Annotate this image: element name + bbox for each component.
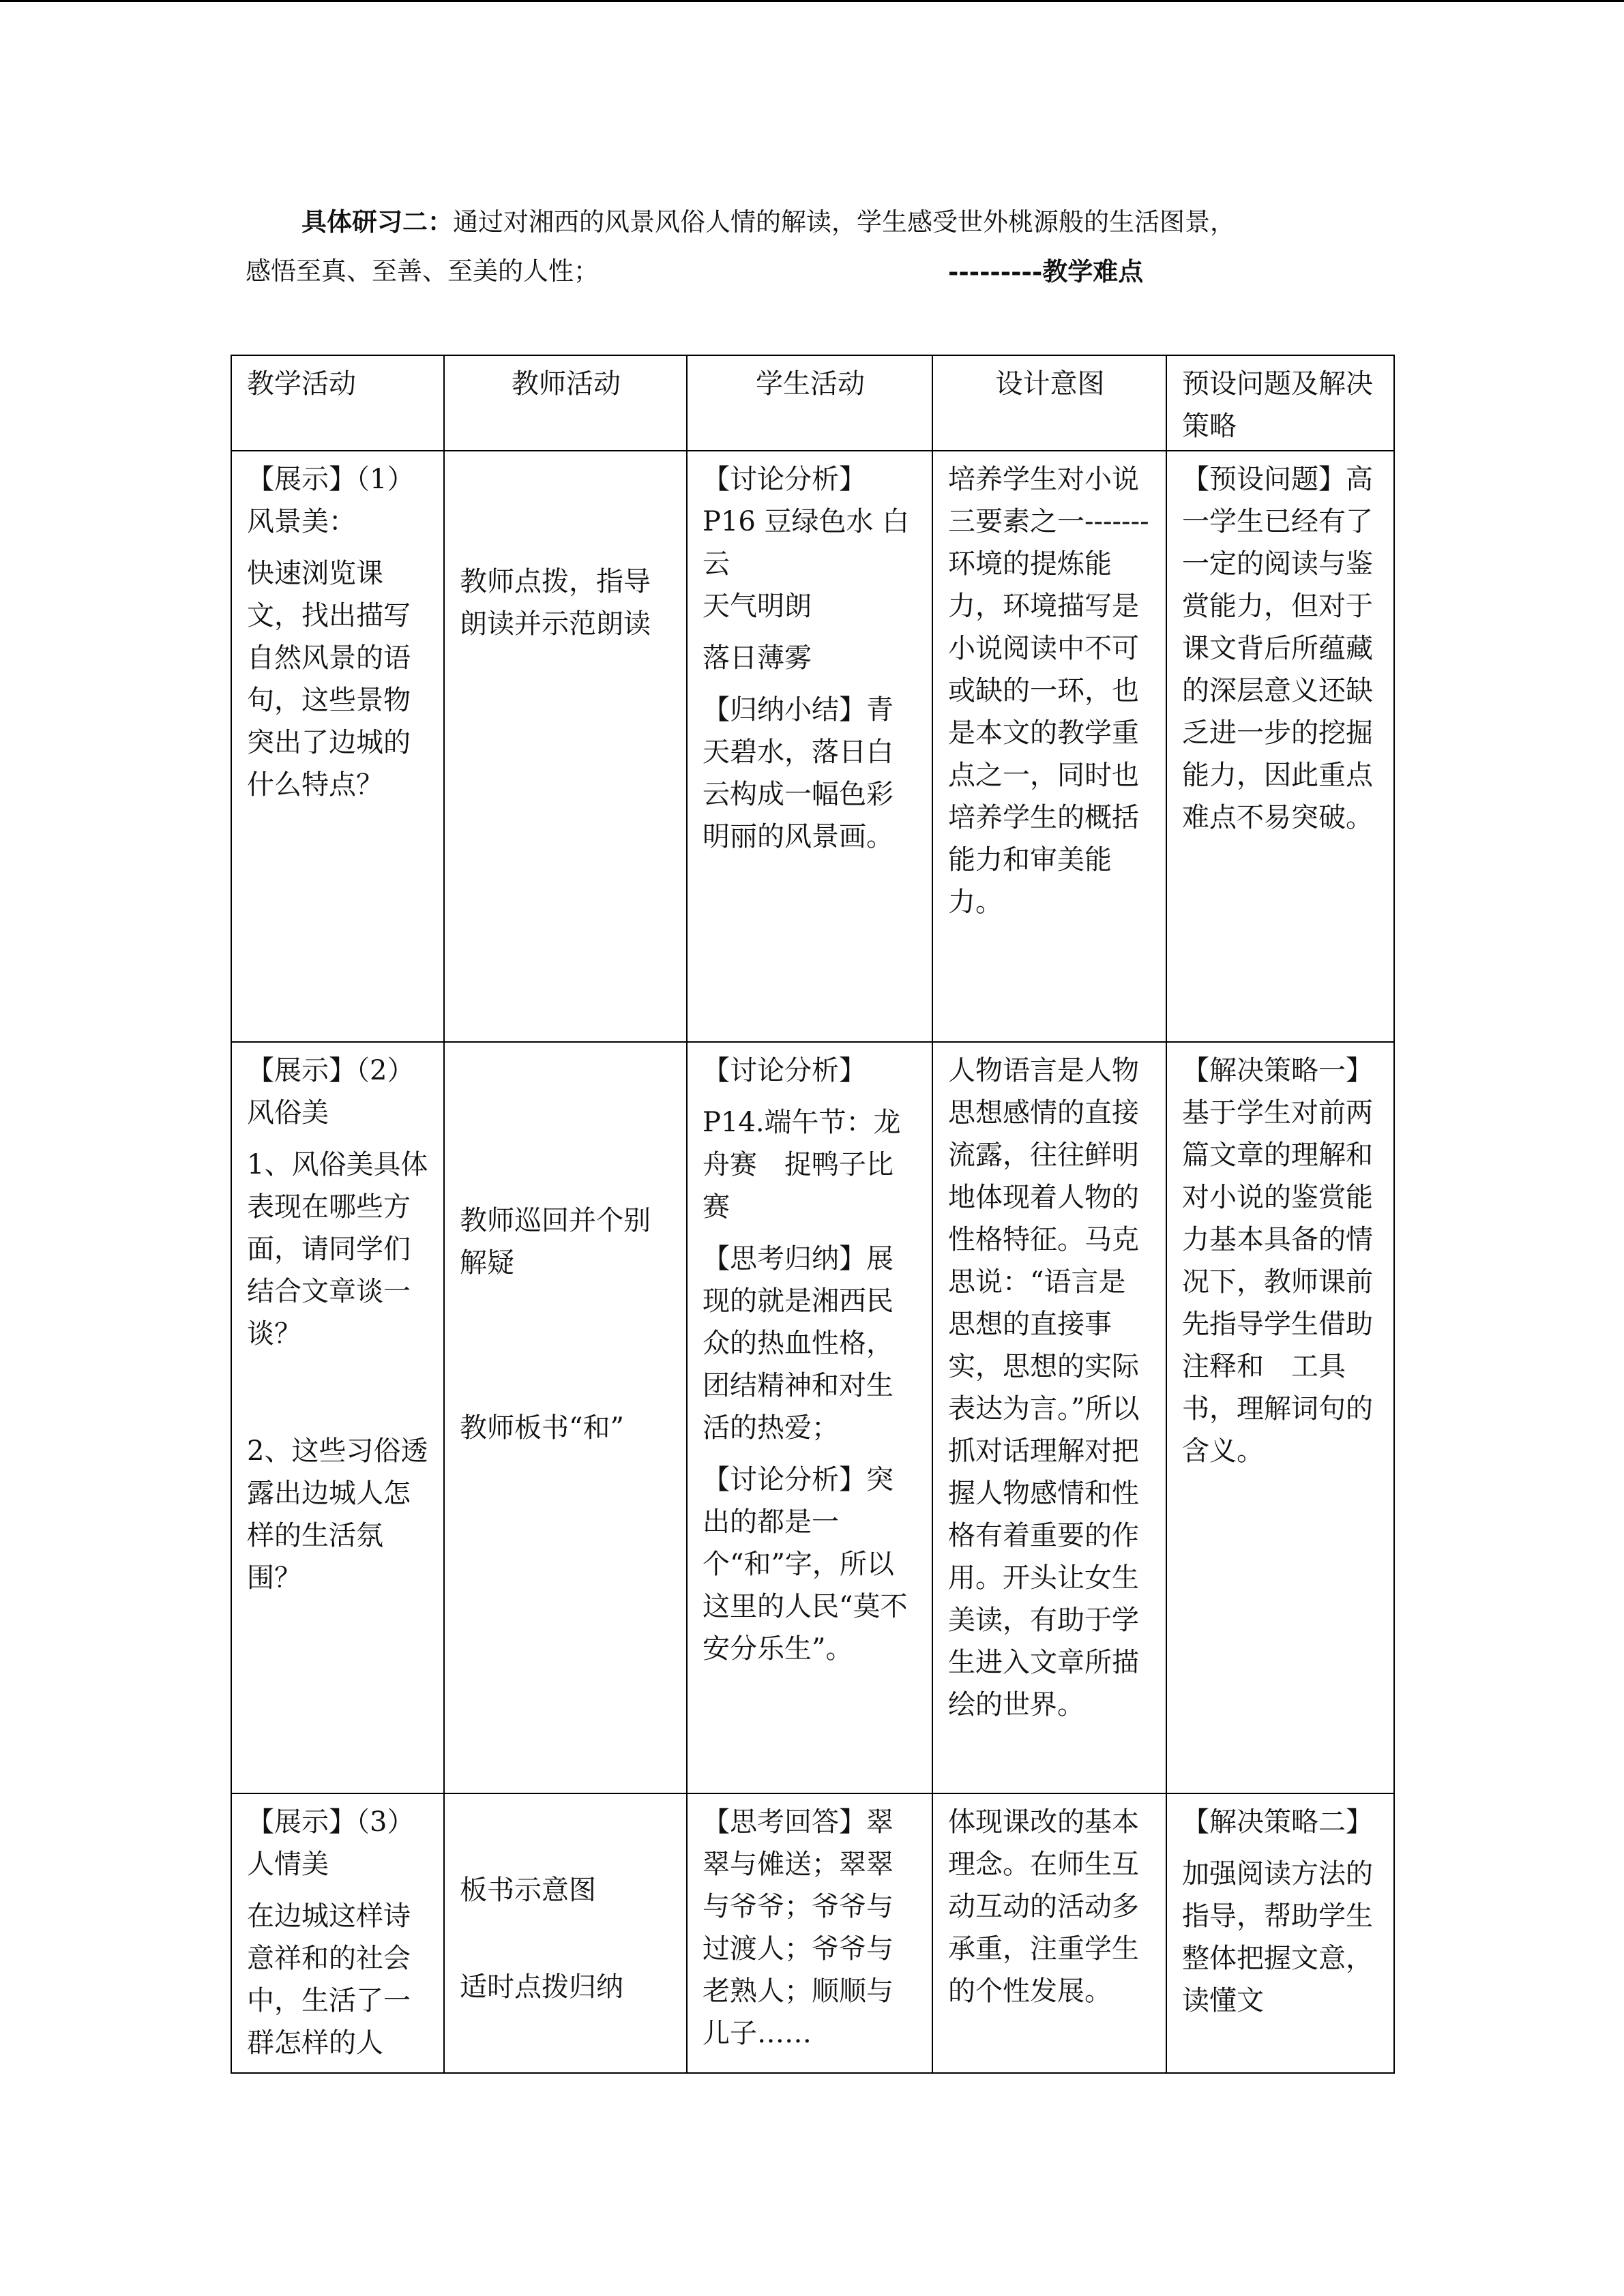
intro-line-2-text: 感悟至真、至善、至美的人性；	[246, 256, 599, 286]
strategy-cell	[1166, 451, 1394, 1042]
activity-title: 【展示】（2）风俗美	[247, 1055, 415, 1129]
intro-line-1-text: 通过对湘西的风景风俗人情的解读，学生感受世外桃源般的生活图景，	[453, 207, 1235, 237]
design-text: 培养学生对小说三要素之一-------环境的提炼能力，环境描写是小说阅读中不可或缺的一环，也是本文的教学重点之一，同时也培养学生的概括能力和审美能力。	[948, 464, 1149, 918]
teacher-text: 教师巡回并个别解疑	[460, 1205, 651, 1279]
design-text: 体现课改的基本理念。在师生互动互动的活动多承重，注重学生的个性发展。	[948, 1806, 1139, 2007]
activity-cell	[231, 1042, 444, 1793]
intro-line-2	[246, 254, 1405, 288]
intro-bold-lead: 具体研习二：	[301, 207, 453, 237]
table-row	[231, 451, 1394, 1042]
table-header-row	[231, 355, 1394, 451]
strategy-text: 【解决策略一】基于学生对前两篇文章的理解和对小说的鉴赏能力基本具备的情况下，教师课前先指导学生借助注释和 工具书，理解词句的含义。	[1182, 1055, 1373, 1467]
teacher-text: 适时点拨归纳	[460, 1971, 623, 2003]
activity-text: 1、风俗美具体表现在哪些方面，请同学们结合文章谈一谈？	[247, 1149, 428, 1350]
teacher-text: 教师板书“和”	[460, 1412, 624, 1444]
teacher-cell	[444, 451, 687, 1042]
activity-title: 【展示】（1）风景美：	[247, 464, 415, 537]
header-strategy: 预设问题及解决策略	[1166, 355, 1394, 451]
strategy-text: 【解决策略二】	[1182, 1806, 1373, 1838]
activity-cell	[231, 451, 444, 1042]
intro-paragraph	[246, 205, 1405, 288]
header-activity: 教学活动	[231, 355, 444, 451]
design-cell	[932, 451, 1166, 1042]
page-top-border	[0, 0, 1624, 2]
table-row	[231, 1793, 1394, 2073]
activity-title: 【展示】（3）人情美	[247, 1806, 415, 1880]
activity-text: 在边城这样诗意祥和的社会中，生活了一群怎样的人	[247, 1900, 411, 2059]
strategy-cell	[1166, 1042, 1394, 1793]
student-text: 天气明朗	[703, 591, 812, 622]
activity-cell	[231, 1793, 444, 2073]
design-cell	[932, 1042, 1166, 1793]
activity-text: 2、这些习俗透露出边城人怎样的生活氛围？	[247, 1435, 428, 1594]
student-text: 【讨论分析】P16 豆绿色水 白云	[703, 464, 910, 580]
teacher-text: 板书示意图	[460, 1875, 596, 1906]
teacher-text: 教师点拨，指导朗读并示范朗读	[460, 566, 651, 640]
strategy-text: 加强阅读方法的指导，帮助学生整体把握文意，读懂文	[1182, 1858, 1373, 2016]
intro-line-1	[246, 205, 1405, 239]
student-text: 【讨论分析】突出的都是一个“和”字，所以这里的人民“莫不安分乐生”。	[703, 1464, 908, 1665]
header-design: 设计意图	[932, 355, 1166, 451]
student-text: 【思考回答】翠翠与傩送；翠翠与爷爷；爷爷与过渡人；爷爷与老熟人；顺顺与儿子……	[703, 1806, 894, 2049]
student-cell	[687, 1793, 932, 2073]
table-row	[231, 1042, 1394, 1793]
student-cell	[687, 1042, 932, 1793]
student-text: 【思考归纳】展现的就是湘西民众的热血性格，团结精神和对生活的热爱；	[703, 1243, 894, 1444]
header-student: 学生活动	[687, 355, 932, 451]
strategy-text: 【预设问题】高一学生已经有了一定的阅读与鉴赏能力，但对于课文背后所蕴藏的深层意义还缺乏进一步的挖掘能力，因此重点难点不易突破。	[1182, 464, 1373, 833]
student-cell	[687, 451, 932, 1042]
strategy-cell	[1166, 1793, 1394, 2073]
teaching-difficulty-tag: ---------教学难点	[948, 256, 1144, 286]
student-text: 【归纳小结】青天碧水，落日白云构成一幅色彩明丽的风景画。	[703, 694, 894, 852]
lesson-plan-table	[231, 355, 1395, 2074]
teacher-cell	[444, 1793, 687, 2073]
header-teacher: 教师活动	[444, 355, 687, 451]
teacher-cell	[444, 1042, 687, 1793]
activity-text: 快速浏览课文，找出描写自然风景的语句，这些景物突出了边城的什么特点？	[247, 558, 411, 801]
student-text: P14.端午节：龙舟赛 捉鸭子比赛	[703, 1107, 901, 1223]
student-text: 落日薄雾	[703, 642, 812, 674]
design-cell	[932, 1793, 1166, 2073]
design-text: 人物语言是人物思想感情的直接流露，往往鲜明地体现着人物的性格特征。马克思说：“语言是思想的直接事实，思想的实际表达为言。”所以抓对话理解对把握人物感情和性格有着重要的作用。开头让女生美读，有助于学生进入文章所描绘的世界。	[948, 1055, 1140, 1720]
student-text: 【讨论分析】	[703, 1055, 866, 1086]
